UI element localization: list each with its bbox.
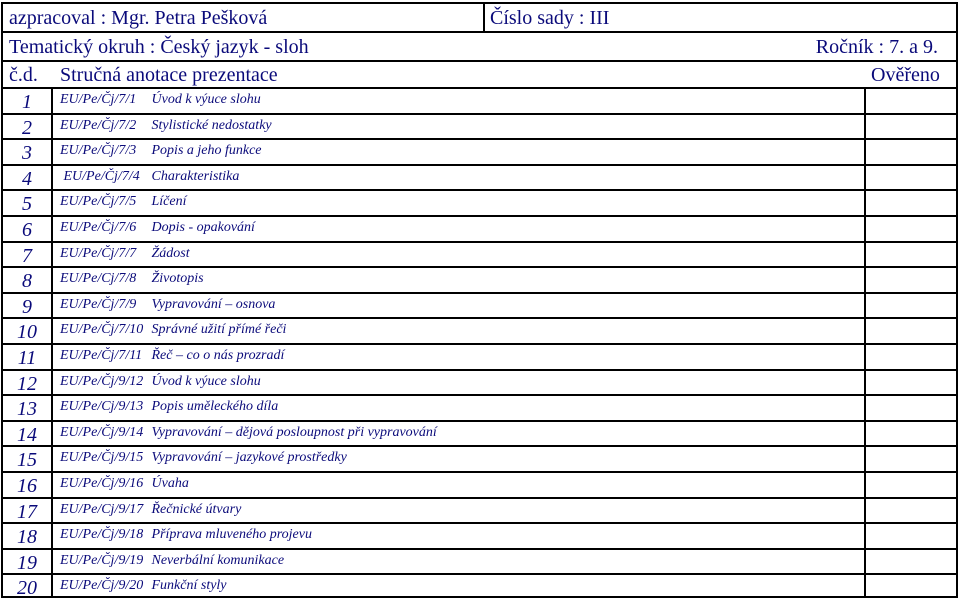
row-annotation bbox=[60, 422, 437, 444]
row-title: Funkční styly bbox=[151, 578, 227, 594]
row-annotation bbox=[60, 89, 261, 111]
row-title: Řeč – co o nás prozradí bbox=[151, 347, 285, 363]
table-row bbox=[3, 345, 956, 371]
row-annotation bbox=[60, 524, 312, 546]
row-number: 3 bbox=[22, 142, 32, 165]
table-row bbox=[3, 243, 956, 269]
table-row bbox=[3, 550, 956, 576]
row-number: 9 bbox=[22, 295, 32, 318]
row-annotation bbox=[60, 268, 204, 290]
row-annotation bbox=[60, 345, 284, 367]
row-number: 4 bbox=[22, 167, 32, 190]
row-number: 18 bbox=[17, 526, 37, 549]
row-code: EU/Pe/Čj/7/1 bbox=[60, 92, 137, 107]
row-code: EU/Pe/Cj/7/8 bbox=[60, 271, 137, 287]
table-row bbox=[3, 473, 956, 499]
row-title: Životopis bbox=[151, 271, 204, 287]
row-code: EU/Pe/Čj/9/14 bbox=[60, 424, 144, 440]
column-header-row bbox=[3, 62, 956, 89]
divider bbox=[483, 4, 485, 33]
row-number: 1 bbox=[22, 91, 32, 113]
row-number: 5 bbox=[22, 193, 32, 216]
row-annotation bbox=[60, 319, 286, 341]
table-row bbox=[3, 575, 956, 601]
row-code: EU/Pe/Čj/9/12 bbox=[60, 373, 144, 389]
row-code: EU/Pe/Čj/7/5 bbox=[60, 194, 137, 210]
column-header-number: č.d. bbox=[9, 64, 38, 86]
row-title: Charakteristika bbox=[151, 168, 240, 184]
row-number: 19 bbox=[17, 551, 37, 574]
row-title: Žádost bbox=[151, 245, 190, 261]
row-number: 2 bbox=[22, 116, 32, 139]
row-annotation bbox=[60, 191, 187, 213]
row-annotation bbox=[60, 499, 241, 521]
row-annotation bbox=[60, 115, 272, 137]
row-number: 14 bbox=[17, 423, 37, 446]
row-annotation bbox=[60, 217, 255, 239]
annotation-table bbox=[3, 89, 956, 601]
row-code: EU/Pe/Čj/7/10 bbox=[60, 322, 144, 338]
column-header-annotation: Stručná anotace prezentace bbox=[60, 64, 278, 86]
row-title: Vypravování – osnova bbox=[151, 296, 276, 312]
row-annotation bbox=[60, 371, 261, 393]
topic-label: Tematický okruh : Český jazyk - sloh bbox=[9, 36, 309, 58]
table-row bbox=[3, 166, 956, 192]
row-number: 8 bbox=[22, 270, 32, 293]
row-number: 13 bbox=[17, 398, 37, 421]
grade-label: Ročník : 7. a 9. bbox=[815, 36, 938, 58]
row-title: Neverbální komunikace bbox=[151, 552, 285, 568]
row-annotation bbox=[60, 447, 347, 469]
row-annotation bbox=[60, 140, 262, 162]
row-number: 16 bbox=[17, 474, 37, 497]
table-row bbox=[3, 217, 956, 243]
row-code: EU/Pe/Cj/9/13 bbox=[60, 399, 144, 415]
row-title: Řečnické útvary bbox=[151, 501, 242, 517]
row-code: EU/Pe/Čj/9/18 bbox=[60, 527, 144, 543]
row-code: EU/Pe/Cj/9/17 bbox=[60, 501, 144, 517]
row-title: Vypravování – dějová posloupnost při vypravování bbox=[151, 424, 437, 440]
table-row bbox=[3, 319, 956, 345]
row-annotation bbox=[60, 243, 190, 265]
row-number: 17 bbox=[17, 500, 37, 523]
author-label: azpracoval : Mgr. Petra Pešková bbox=[9, 7, 268, 29]
row-title: Stylistické nedostatky bbox=[151, 117, 272, 133]
row-annotation bbox=[60, 473, 189, 495]
row-number: 10 bbox=[17, 321, 37, 344]
table-row bbox=[3, 396, 956, 422]
row-number: 12 bbox=[17, 372, 37, 395]
row-number: 6 bbox=[22, 218, 32, 241]
row-code: EU/Pe/Čj/7/4 bbox=[60, 168, 140, 184]
row-code: EU/Pe/Čj/7/11 bbox=[60, 347, 143, 363]
row-title: Úvod k výuce slohu bbox=[151, 92, 261, 107]
row-number: 15 bbox=[17, 449, 37, 472]
table-row bbox=[3, 89, 956, 115]
row-code: EU/Pe/Čj/7/6 bbox=[60, 219, 137, 235]
row-code: EU/Pe/Čj/9/16 bbox=[60, 475, 144, 491]
row-annotation bbox=[60, 550, 284, 572]
header-row-topic bbox=[3, 33, 956, 62]
row-title: Popis a jeho funkce bbox=[151, 143, 262, 159]
row-title: Příprava mluveného projevu bbox=[151, 527, 312, 543]
header-row-author bbox=[3, 4, 956, 33]
row-code: EU/Pe/Čj/9/15 bbox=[60, 450, 144, 466]
document-sheet bbox=[1, 2, 958, 598]
table-row bbox=[3, 191, 956, 217]
row-annotation bbox=[60, 575, 227, 597]
table-row bbox=[3, 115, 956, 141]
table-row bbox=[3, 524, 956, 550]
column-header-verified: Ověřeno bbox=[871, 64, 940, 86]
table-row bbox=[3, 371, 956, 397]
row-title: Úvod k výuce slohu bbox=[151, 373, 261, 389]
table-row bbox=[3, 499, 956, 525]
row-code: EU/Pe/Čj/9/19 bbox=[60, 552, 144, 568]
table-row bbox=[3, 294, 956, 320]
row-code: EU/Pe/Čj/7/3 bbox=[60, 143, 137, 159]
table-row bbox=[3, 268, 956, 294]
row-number: 20 bbox=[17, 577, 37, 600]
row-number: 11 bbox=[17, 346, 37, 369]
row-code: EU/Pe/Čj/7/7 bbox=[60, 245, 137, 261]
row-title: Úvaha bbox=[151, 475, 189, 491]
row-title: Dopis - opakování bbox=[151, 219, 255, 235]
row-annotation bbox=[60, 396, 278, 418]
table-row bbox=[3, 422, 956, 448]
row-annotation bbox=[60, 166, 239, 188]
row-code: EU/Pe/Čj/9/20 bbox=[60, 578, 144, 594]
row-title: Popis uměleckého díla bbox=[151, 399, 279, 415]
row-annotation bbox=[60, 294, 275, 316]
row-code: EU/Pe/Čj/7/2 bbox=[60, 117, 137, 133]
row-title: Vypravování – jazykové prostředky bbox=[151, 450, 347, 466]
row-number: 7 bbox=[22, 244, 32, 267]
set-number-label: Číslo sady : III bbox=[490, 7, 610, 29]
table-row bbox=[3, 140, 956, 166]
row-title: Správné užití přímé řeči bbox=[151, 322, 287, 338]
table-row bbox=[3, 447, 956, 473]
row-code: EU/Pe/Čj/7/9 bbox=[60, 296, 137, 312]
row-title: Líčení bbox=[151, 194, 187, 210]
